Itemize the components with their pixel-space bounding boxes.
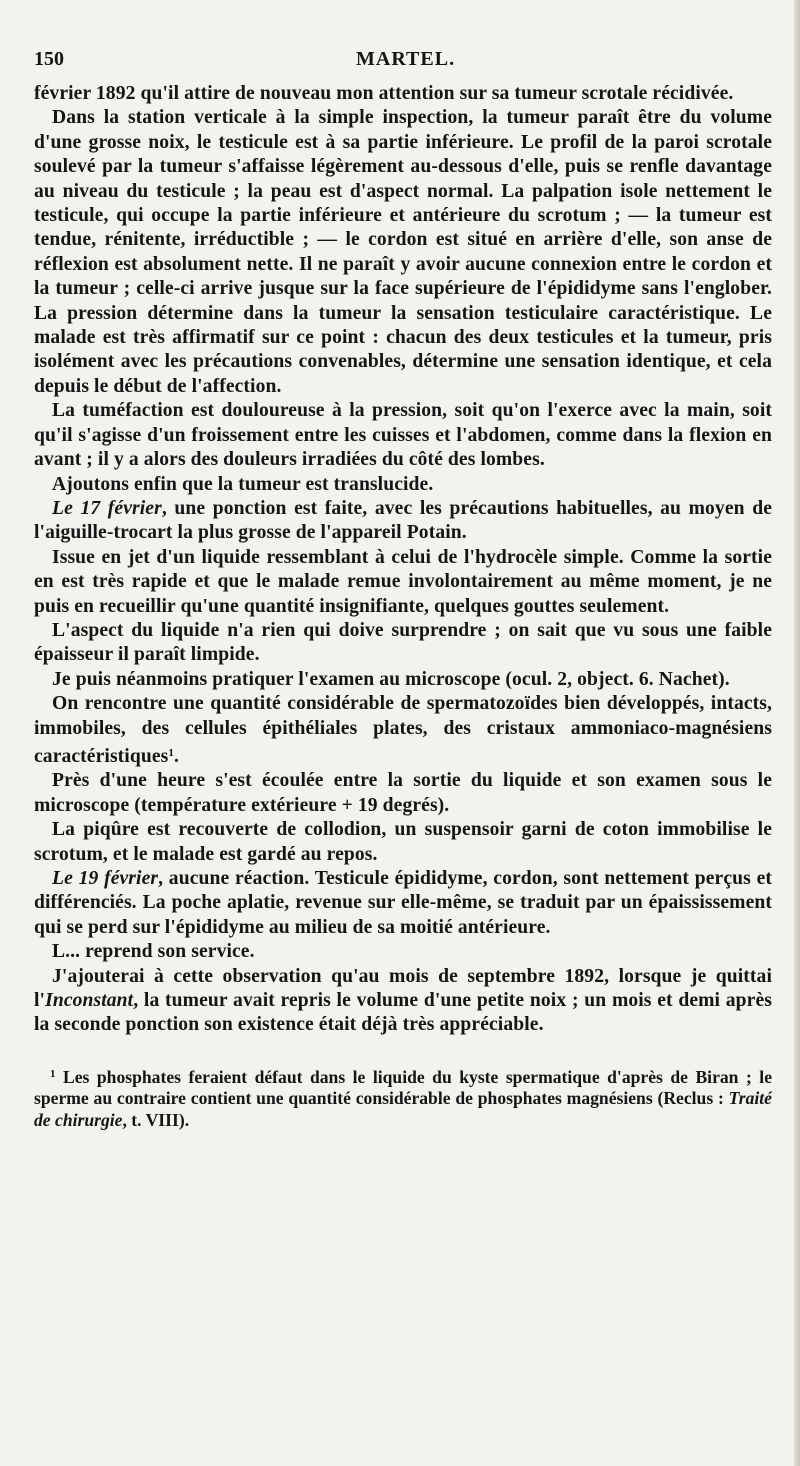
running-header bbox=[34, 48, 772, 82]
paragraph: La tuméfaction est douloureuse à la pression, soit qu'on l'exerce avec la main, soit qu'il s'agisse d'un froissement entre les cuisses et l'abdomen, comme dans la flexion en avant ; il y a alors des douleurs irradiées du côté des lombes. bbox=[34, 400, 772, 471]
book-title: Traité de chirurgie bbox=[34, 1088, 772, 1131]
main-text bbox=[34, 82, 772, 1038]
paragraph: février 1892 qu'il attire de nouveau mon attention sur sa tumeur scrotale récidivée. bbox=[34, 83, 734, 104]
paragraph: Dans la station verticale à la simple inspection, la tumeur paraît être du volume d'une grosse noix, le testicule est à sa partie inférieure. Le profil de la paroi scrotale soulevé par la tumeur s'affaisse légèrement au-dessous d'elle, puis se renfle davantage au niveau du testicule ; la peau est d'aspect normal. La palpation isole nettement le testicule, qui occupe la partie inférieure et antérieure du scrotum ; — la tumeur est tendue, rénitente, irréductible ; — le cordon est situé en arrière d'elle, son anse de réflexion est absolument nette. Il ne paraît y avoir aucune connexion entre le cordon et la tumeur ; celle-ci arrive jusque sur la face supérieure de l'épididyme sans l'englober. La pression détermine dans la tumeur la sensation testiculaire caractéristique. Le malade est très affirmatif sur ce point : chacun des deux testicules et la tumeur, pris isolément avec les précautions convenables, détermine une sensation identique, et cela depuis le début de l'affection. bbox=[34, 107, 772, 397]
running-title: MARTEL. bbox=[356, 48, 456, 70]
ship-name: Inconstant bbox=[45, 990, 134, 1012]
paragraph: On rencontre une quantité considérable de spermatozoïdes bien développés, intacts, immobiles, des cellules épithéliales plates, des cristaux ammoniaco-magnésiens caractéristiques$^1$. bbox=[34, 693, 772, 767]
date-lead: Le 19 février bbox=[52, 868, 159, 889]
paragraph: Issue en jet d'un liquide ressemblant à celui de l'hydrocèle simple. Comme la sortie en est très rapide et que le malade remue involontairement au même moment, je ne puis en recueillir qu'une quantité insignifiante, quelques gouttes seulement. bbox=[34, 546, 772, 617]
paragraph: L... reprend son service. bbox=[52, 941, 255, 963]
footnote-ref: 1 bbox=[168, 746, 174, 759]
paragraph: Près d'une heure s'est écoulée entre la sortie du liquide et son examen sous le microscope (température extérieure + 19 degrés). bbox=[34, 770, 772, 816]
paragraph: Ajoutons enfin que la tumeur est translucide. bbox=[52, 473, 434, 495]
date-lead: Le 17 février bbox=[52, 497, 162, 519]
footnote: $^1$ Les phosphates feraient défaut dans le liquide du kyste spermatique d'après de Biran ; le sperme au contraire contient une quantité considérable de phosphates magnésiens (Reclus : Traité de chirurgie, t. VIII). bbox=[34, 1066, 772, 1131]
paragraph: Je puis néanmoins pratiquer l'examen au microscope (ocul. 2, object. 6. Nachet). bbox=[52, 668, 730, 690]
book-page bbox=[34, 48, 772, 1132]
paragraph: Le 17 février, une ponction est faite, avec les précautions habituelles, au moyen de l'aiguille-trocart la plus grosse de l'appareil Potain. bbox=[34, 497, 772, 544]
paragraph: L'aspect du liquide n'a rien qui doive surprendre ; on sait que vu sous une faible épaisseur il paraît limpide. bbox=[34, 619, 772, 666]
paragraph: J'ajouterai à cette observation qu'au mois de septembre 1892, lorsque je quittai l'Inconstant, la tumeur avait repris le volume d'une petite noix ; un mois et demi après la seconde ponction son existence était déjà très appréciable. bbox=[34, 965, 772, 1036]
page-number: 150 bbox=[34, 48, 64, 70]
page-edge bbox=[794, 0, 800, 1466]
paragraph: La piqûre est recouverte de collodion, un suspensoir garni de coton immobilise le scrotum, et le malade est gardé au repos. bbox=[34, 819, 772, 865]
paragraph: Le 19 février, aucune réaction. Testicule épididyme, cordon, sont nettement perçus et différenciés. La poche aplatie, revenue sur elle-même, se traduit par un épaississement qui se perd sur l'épididyme au milieu de sa moitié antérieure. bbox=[34, 868, 772, 938]
footnote-mark: 1 bbox=[50, 1067, 56, 1080]
